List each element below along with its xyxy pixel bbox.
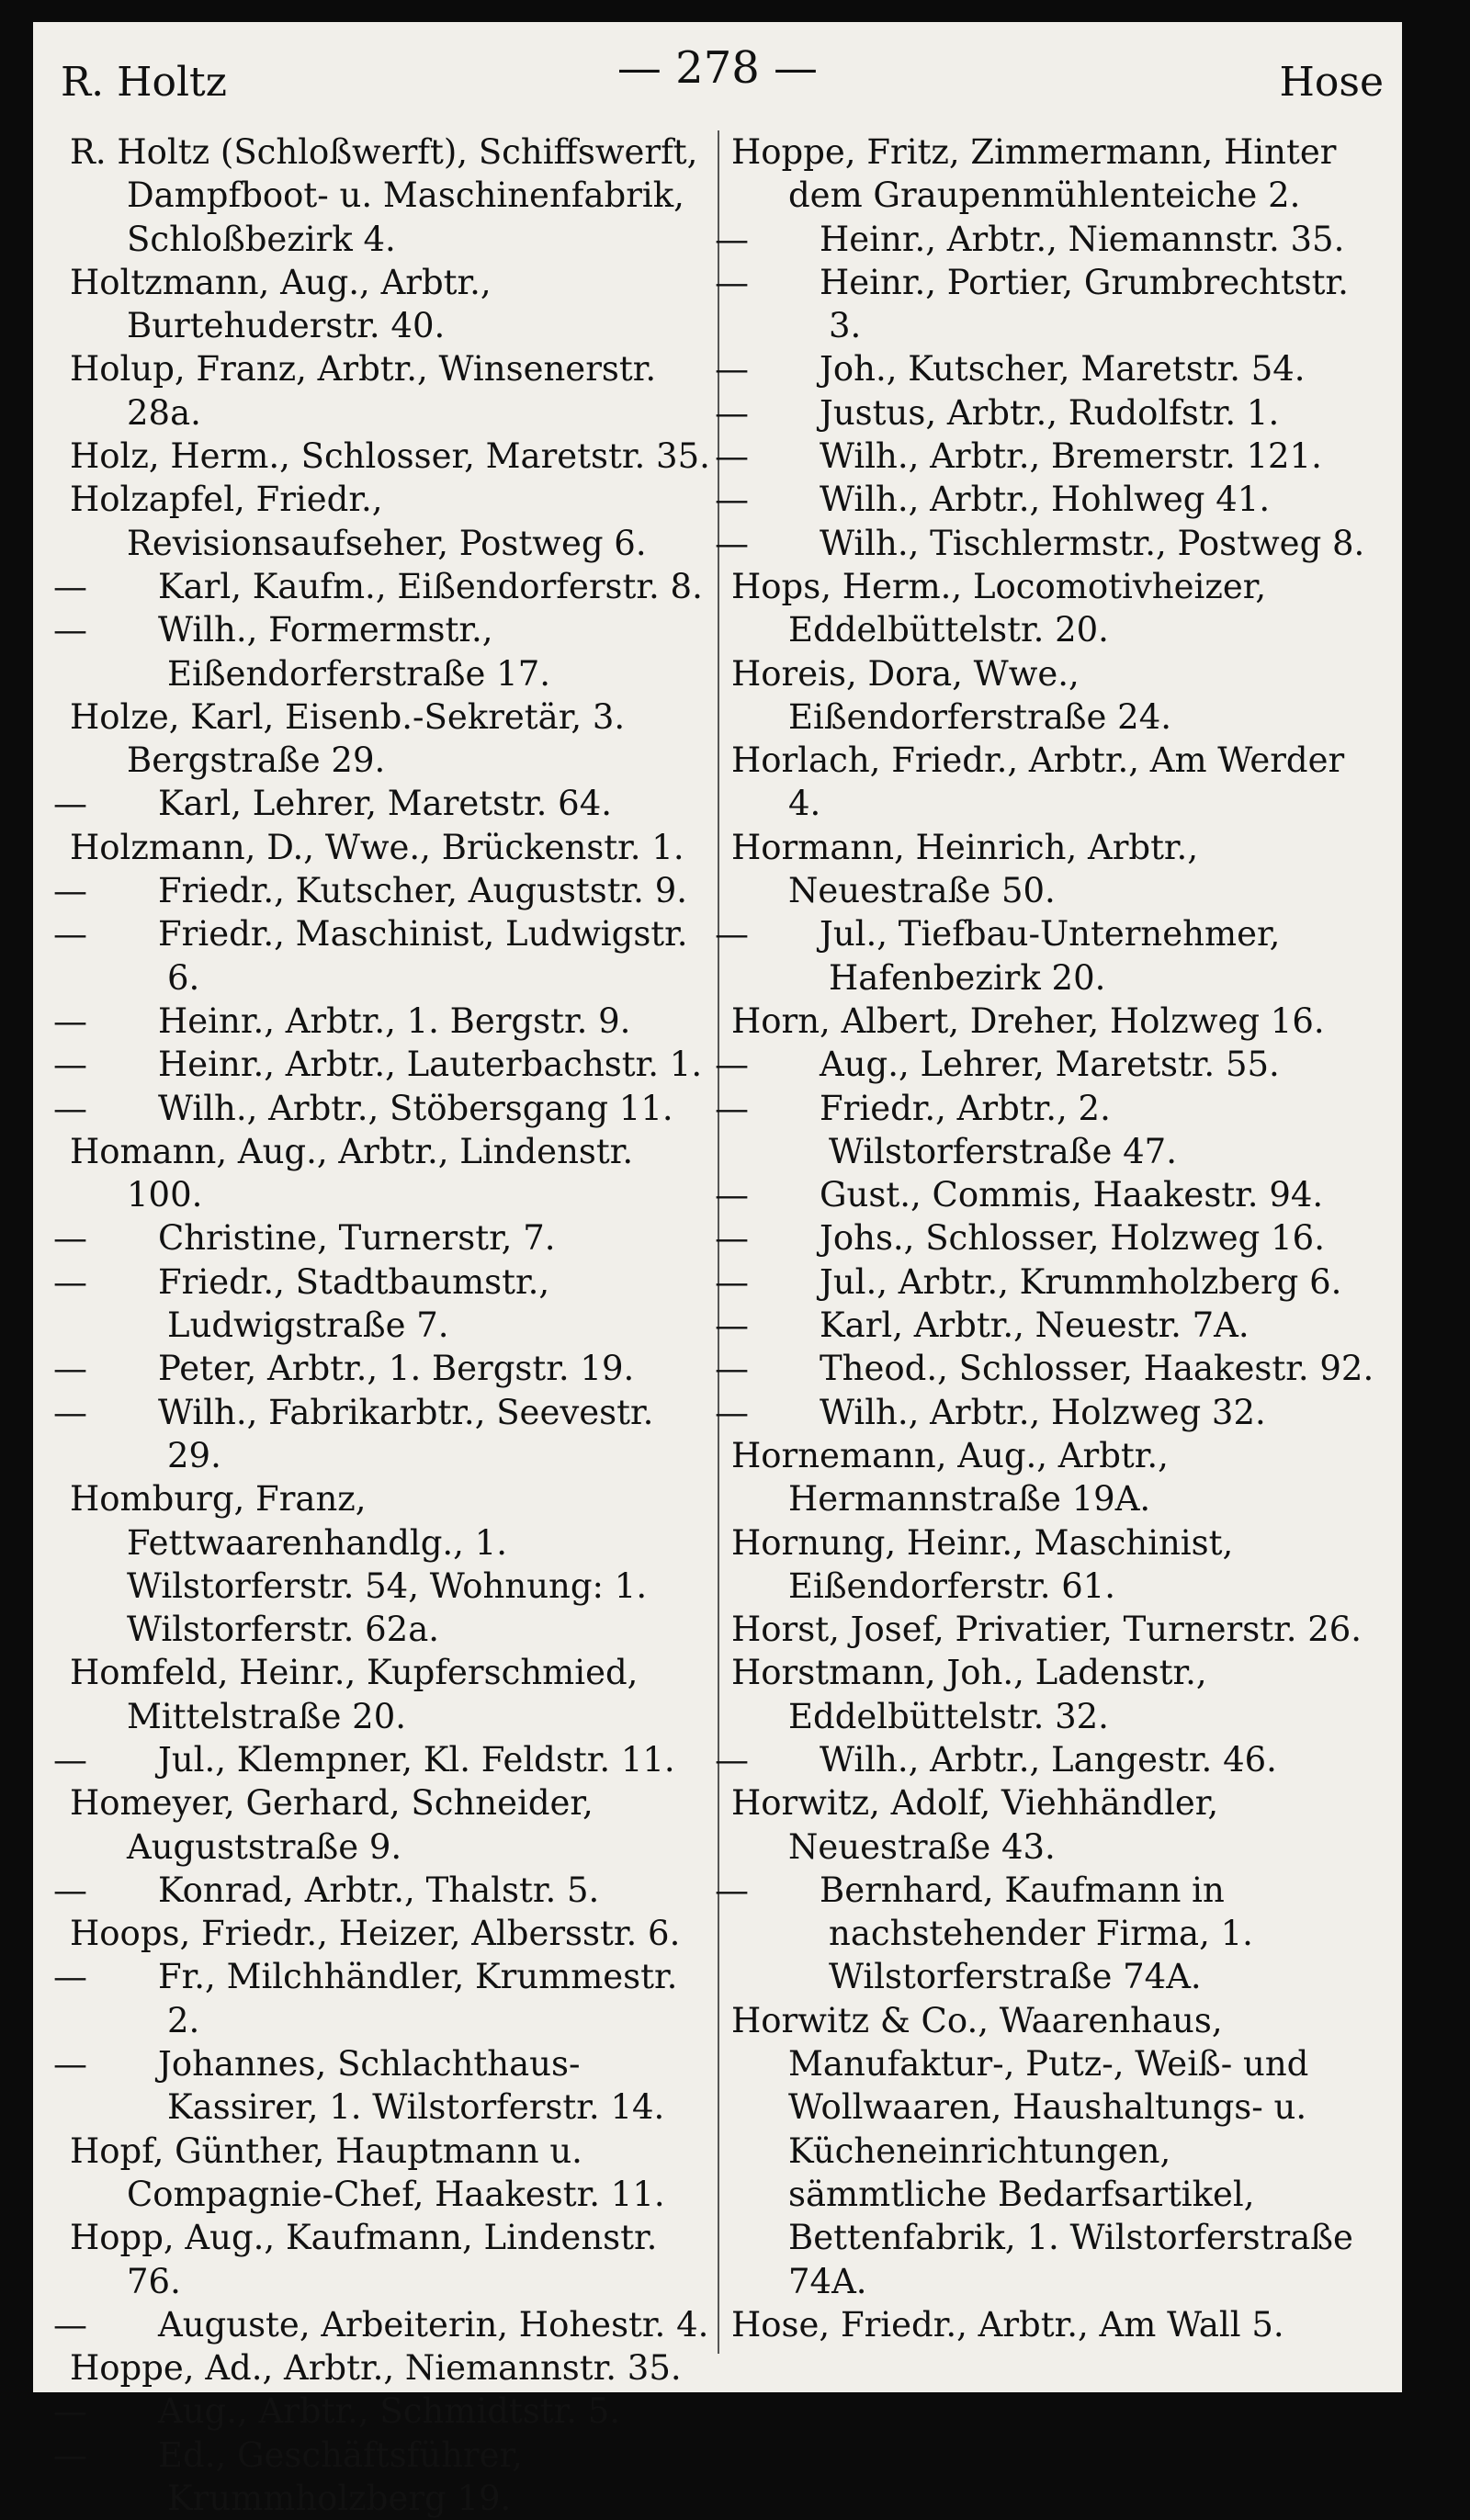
repeat-dash: —: [715, 1218, 749, 1259]
directory-entry: [53, 1260, 713, 1348]
entry-text: Friedr., Arbtr., 2. Wilstorferstraße 47.: [820, 1088, 1177, 1171]
repeat-dash: —: [53, 2435, 87, 2475]
entry-text: Hornemann, Aug., Arbtr., Hermannstraße 19A.: [731, 1435, 1169, 1520]
repeat-dash: —: [53, 1392, 87, 1432]
entry-text: Hops, Herm., Locomotivheizer, Eddelbüttelstr. 20.: [731, 566, 1267, 650]
entry-text: Joh., Kutscher, Maretstr. 54.: [820, 349, 1306, 390]
directory-entry: [731, 1434, 1374, 1521]
entry-text: Jul., Klempner, Kl. Feldstr. 11.: [158, 1739, 675, 1780]
entry-text: Auguste, Arbeiterin, Hohestr. 4.: [158, 2304, 709, 2345]
entry-text: Aug., Arbtr., Schmidtstr. 5.: [158, 2391, 621, 2432]
directory-entry: [53, 869, 713, 912]
repeat-dash: —: [715, 1261, 749, 1302]
directory-entry: [715, 1391, 1374, 1434]
directory-entry: [53, 1955, 713, 2042]
entry-text: Holzmann, D., Wwe., Brückenstr. 1.: [70, 827, 684, 867]
repeat-dash: —: [53, 1870, 87, 1910]
entry-text: Heinr., Arbtr., Niemannstr. 35.: [820, 219, 1345, 259]
entry-text: Horeis, Dora, Wwe., Eißendorferstraße 24.: [731, 653, 1172, 737]
repeat-dash: —: [715, 1175, 749, 1215]
entry-text: Karl, Arbtr., Neuestr. 7A.: [820, 1305, 1250, 1346]
entry-text: Holtzmann, Aug., Arbtr., Burtehuderstr. 40.: [70, 262, 492, 346]
directory-entry: [731, 2303, 1374, 2346]
directory-entry: [53, 1087, 713, 1130]
repeat-dash: —: [715, 1088, 749, 1128]
directory-entry: [53, 1216, 713, 1260]
directory-entry: [731, 1781, 1374, 1869]
directory-entry: [715, 218, 1374, 261]
directory-page: [33, 22, 1402, 2519]
entry-text: Peter, Arbtr., 1. Bergstr. 19.: [158, 1349, 635, 1389]
left-column: [53, 130, 713, 2520]
directory-entry: [715, 912, 1374, 1000]
entry-text: Wilh., Formermstr., Eißendorferstraße 17.: [158, 610, 551, 694]
entry-text: Horst, Josef, Privatier, Turnerstr. 26.: [731, 1610, 1363, 1650]
repeat-dash: —: [53, 871, 87, 911]
right-column: [715, 130, 1374, 2346]
directory-entry: [70, 826, 713, 869]
directory-entry: [731, 565, 1374, 652]
entry-text: Homburg, Franz, Fettwaarenhandlg., 1. Wilstorferstr. 54, Wohnung: 1. Wilstorferstr. 62a.: [70, 1479, 648, 1650]
directory-entry: [53, 2042, 713, 2130]
directory-entry: [53, 1347, 713, 1390]
directory-entry: [715, 522, 1374, 565]
directory-entry: [715, 1347, 1374, 1390]
directory-entry: [70, 435, 713, 478]
entry-text: Horwitz, Adolf, Viehhändler, Neuestraße 43.: [731, 1783, 1219, 1867]
repeat-dash: —: [53, 610, 87, 650]
entry-text: Jul., Arbtr., Krummholzberg 6.: [820, 1261, 1342, 1302]
entry-text: Heinr., Arbtr., 1. Bergstr. 9.: [158, 1000, 631, 1041]
entry-text: Horwitz & Co., Waarenhaus, Manufaktur-, Putz-, Weiß- und Wollwaaren, Haushaltungs- u. Kücheneinrichtungen, sämmtliche Bedarfsartikel, Bettenfabrik, 1. Wilstorferstraße 74A.: [731, 2000, 1353, 2301]
directory-entry: [53, 912, 713, 1000]
repeat-dash: —: [53, 2044, 87, 2085]
entry-text: Karl, Lehrer, Maretstr. 64.: [158, 784, 613, 824]
entry-text: Wilh., Fabrikarbtr., Seevestr. 29.: [158, 1392, 654, 1475]
directory-entry: [70, 130, 713, 261]
directory-entry: [731, 1000, 1374, 1043]
entry-text: Holze, Karl, Eisenb.-Sekretär, 3. Bergstraße 29.: [70, 696, 626, 781]
directory-entry: [70, 1651, 713, 1738]
repeat-dash: —: [715, 1870, 749, 1910]
repeat-dash: —: [715, 349, 749, 390]
directory-entry: [731, 1999, 1374, 2303]
running-head-right: Hose: [1279, 59, 1384, 106]
entry-text: Hoops, Friedr., Heizer, Albersstr. 6.: [70, 1914, 681, 1954]
repeat-dash: —: [53, 1739, 87, 1780]
repeat-dash: —: [53, 1957, 87, 1997]
directory-entry: [715, 1043, 1374, 1086]
directory-entry: [731, 1608, 1374, 1651]
repeat-dash: —: [53, 2391, 87, 2432]
directory-entry: [53, 782, 713, 825]
entry-text: Homfeld, Heinr., Kupferschmied, Mittelstraße 20.: [70, 1653, 639, 1736]
directory-entry: [53, 2390, 713, 2433]
entry-text: Holzapfel, Friedr., Revisionsaufseher, Postweg 6.: [70, 480, 647, 563]
entry-text: Holz, Herm., Schlosser, Maretstr. 35.: [70, 436, 710, 477]
directory-entry: [715, 1869, 1374, 1999]
entry-text: Konrad, Arbtr., Thalstr. 5.: [158, 1870, 600, 1910]
repeat-dash: —: [715, 1392, 749, 1432]
repeat-dash: —: [715, 262, 749, 302]
repeat-dash: —: [53, 784, 87, 824]
directory-entry: [53, 1738, 713, 1781]
repeat-dash: —: [715, 436, 749, 477]
page-header: [33, 22, 1402, 123]
entry-text: Heinr., Arbtr., Lauterbachstr. 1.: [158, 1045, 703, 1085]
directory-entry: [731, 1521, 1374, 1609]
entry-text: Aug., Lehrer, Maretstr. 55.: [820, 1045, 1280, 1085]
directory-entry: [53, 1000, 713, 1043]
entry-text: Heinr., Portier, Grumbrechtstr. 3.: [820, 262, 1349, 346]
repeat-dash: —: [53, 566, 87, 606]
directory-entry: [715, 1173, 1374, 1216]
entry-text: Wilh., Tischlermstr., Postweg 8.: [820, 523, 1365, 563]
entry-text: Hornung, Heinr., Maschinist, Eißendorferstr. 61.: [731, 1522, 1234, 1606]
entry-text: Wilh., Arbtr., Holzweg 32.: [820, 1392, 1266, 1432]
running-head-left: R. Holtz: [61, 59, 227, 106]
entry-text: Holup, Franz, Arbtr., Winsenerstr. 28a.: [70, 349, 657, 433]
directory-entry: [70, 2346, 713, 2390]
directory-entry: [715, 1304, 1374, 1347]
repeat-dash: —: [715, 392, 749, 433]
directory-entry: [53, 1869, 713, 1912]
entry-text: Bernhard, Kaufmann in nachstehender Firma, 1. Wilstorferstraße 74A.: [820, 1870, 1253, 1997]
directory-entry: [731, 1651, 1374, 1738]
directory-entry: [715, 435, 1374, 478]
repeat-dash: —: [53, 914, 87, 955]
directory-entry: [715, 347, 1374, 390]
directory-entry: [70, 261, 713, 348]
directory-entry: [715, 478, 1374, 521]
entry-text: Friedr., Kutscher, Auguststr. 9.: [158, 871, 688, 911]
directory-entry: [715, 1216, 1374, 1260]
entry-text: Horlach, Friedr., Arbtr., Am Werder 4.: [731, 740, 1345, 824]
directory-entry: [70, 695, 713, 783]
directory-entry: [70, 1781, 713, 1869]
repeat-dash: —: [53, 1261, 87, 1302]
entry-text: Horstmann, Joh., Ladenstr., Eddelbüttelstr. 32.: [731, 1653, 1207, 1736]
entry-text: Fr., Milchhändler, Krummestr. 2.: [158, 1957, 678, 2040]
entry-text: Johs., Schlosser, Holzweg 16.: [820, 1218, 1325, 1259]
repeat-dash: —: [715, 914, 749, 955]
entry-text: Jul., Tiefbau-Unternehmer, Hafenbezirk 20.: [820, 914, 1281, 998]
entry-text: Ed., Geschäftsführer, Krummholzberg 19.: [158, 2435, 523, 2519]
entry-text: Homann, Aug., Arbtr., Lindenstr. 100.: [70, 1131, 634, 1215]
entry-text: R. Holtz (Schloßwerft), Schiffswerft, Dampfboot- u. Maschinenfabrik, Schloßbezirk 4.: [70, 132, 698, 259]
entry-text: Gust., Commis, Haakestr. 94.: [820, 1175, 1324, 1215]
entry-text: Wilh., Arbtr., Hohlweg 41.: [820, 480, 1271, 520]
entry-text: Christine, Turnerstr, 7.: [158, 1218, 556, 1259]
directory-entry: [731, 652, 1374, 740]
repeat-dash: —: [53, 1000, 87, 1041]
repeat-dash: —: [715, 1305, 749, 1346]
directory-entry: [715, 1260, 1374, 1304]
directory-entry: [53, 1043, 713, 1086]
directory-entry: [53, 2303, 713, 2346]
directory-entry: [53, 2434, 713, 2520]
directory-entry: [731, 130, 1374, 218]
directory-entry: [70, 478, 713, 565]
directory-entry: [715, 1738, 1374, 1781]
entry-text: Hopp, Aug., Kaufmann, Lindenstr. 76.: [70, 2218, 658, 2301]
entry-text: Horn, Albert, Dreher, Holzweg 16.: [731, 1000, 1325, 1041]
entry-text: Justus, Arbtr., Rudolfstr. 1.: [820, 392, 1280, 433]
directory-entry: [53, 608, 713, 695]
directory-entry: [70, 2130, 713, 2217]
entry-text: Friedr., Maschinist, Ludwigstr. 6.: [158, 914, 688, 998]
repeat-dash: —: [715, 523, 749, 563]
directory-entry: [70, 1477, 713, 1651]
repeat-dash: —: [715, 1045, 749, 1085]
entry-text: Hopf, Günther, Hauptmann u. Compagnie-Chef, Haakestr. 11.: [70, 2130, 665, 2214]
directory-entry: [715, 391, 1374, 435]
repeat-dash: —: [53, 2304, 87, 2345]
directory-entry: [715, 1087, 1374, 1174]
directory-entry: [53, 565, 713, 608]
directory-entry: [70, 2216, 713, 2303]
entry-text: Wilh., Arbtr., Bremerstr. 121.: [820, 436, 1322, 477]
repeat-dash: —: [53, 1349, 87, 1389]
page-number: — 278 —: [616, 42, 819, 94]
directory-entry: [53, 1391, 713, 1478]
entry-text: Hoppe, Fritz, Zimmermann, Hinter dem Graupenmühlenteiche 2.: [731, 132, 1337, 216]
entry-text: Wilh., Arbtr., Stöbersgang 11.: [158, 1088, 673, 1128]
repeat-dash: —: [715, 1739, 749, 1780]
entry-text: Hoppe, Ad., Arbtr., Niemannstr. 35.: [70, 2348, 682, 2389]
repeat-dash: —: [715, 480, 749, 520]
repeat-dash: —: [715, 219, 749, 259]
entry-text: Wilh., Arbtr., Langestr. 46.: [820, 1739, 1277, 1780]
directory-entry: [70, 347, 713, 435]
entry-text: Theod., Schlosser, Haakestr. 92.: [820, 1349, 1374, 1389]
entry-text: Hose, Friedr., Arbtr., Am Wall 5.: [731, 2304, 1284, 2345]
directory-entry: [715, 261, 1374, 348]
entry-text: Homeyer, Gerhard, Schneider, Auguststraße 9.: [70, 1783, 594, 1867]
entry-text: Johannes, Schlachthaus-Kassirer, 1. Wilstorferstr. 14.: [158, 2044, 665, 2128]
repeat-dash: —: [53, 1218, 87, 1259]
directory-entry: [70, 1912, 713, 1955]
repeat-dash: —: [53, 1088, 87, 1128]
directory-entry: [731, 739, 1374, 826]
repeat-dash: —: [53, 1045, 87, 1085]
directory-entry: [70, 1130, 713, 1217]
repeat-dash: —: [715, 1349, 749, 1389]
directory-entry: [731, 826, 1374, 913]
entry-text: Karl, Kaufm., Eißendorferstr. 8.: [158, 566, 703, 606]
entry-text: Friedr., Stadtbaumstr., Ludwigstraße 7.: [158, 1261, 550, 1346]
entry-text: Hormann, Heinrich, Arbtr., Neuestraße 50.: [731, 827, 1199, 911]
